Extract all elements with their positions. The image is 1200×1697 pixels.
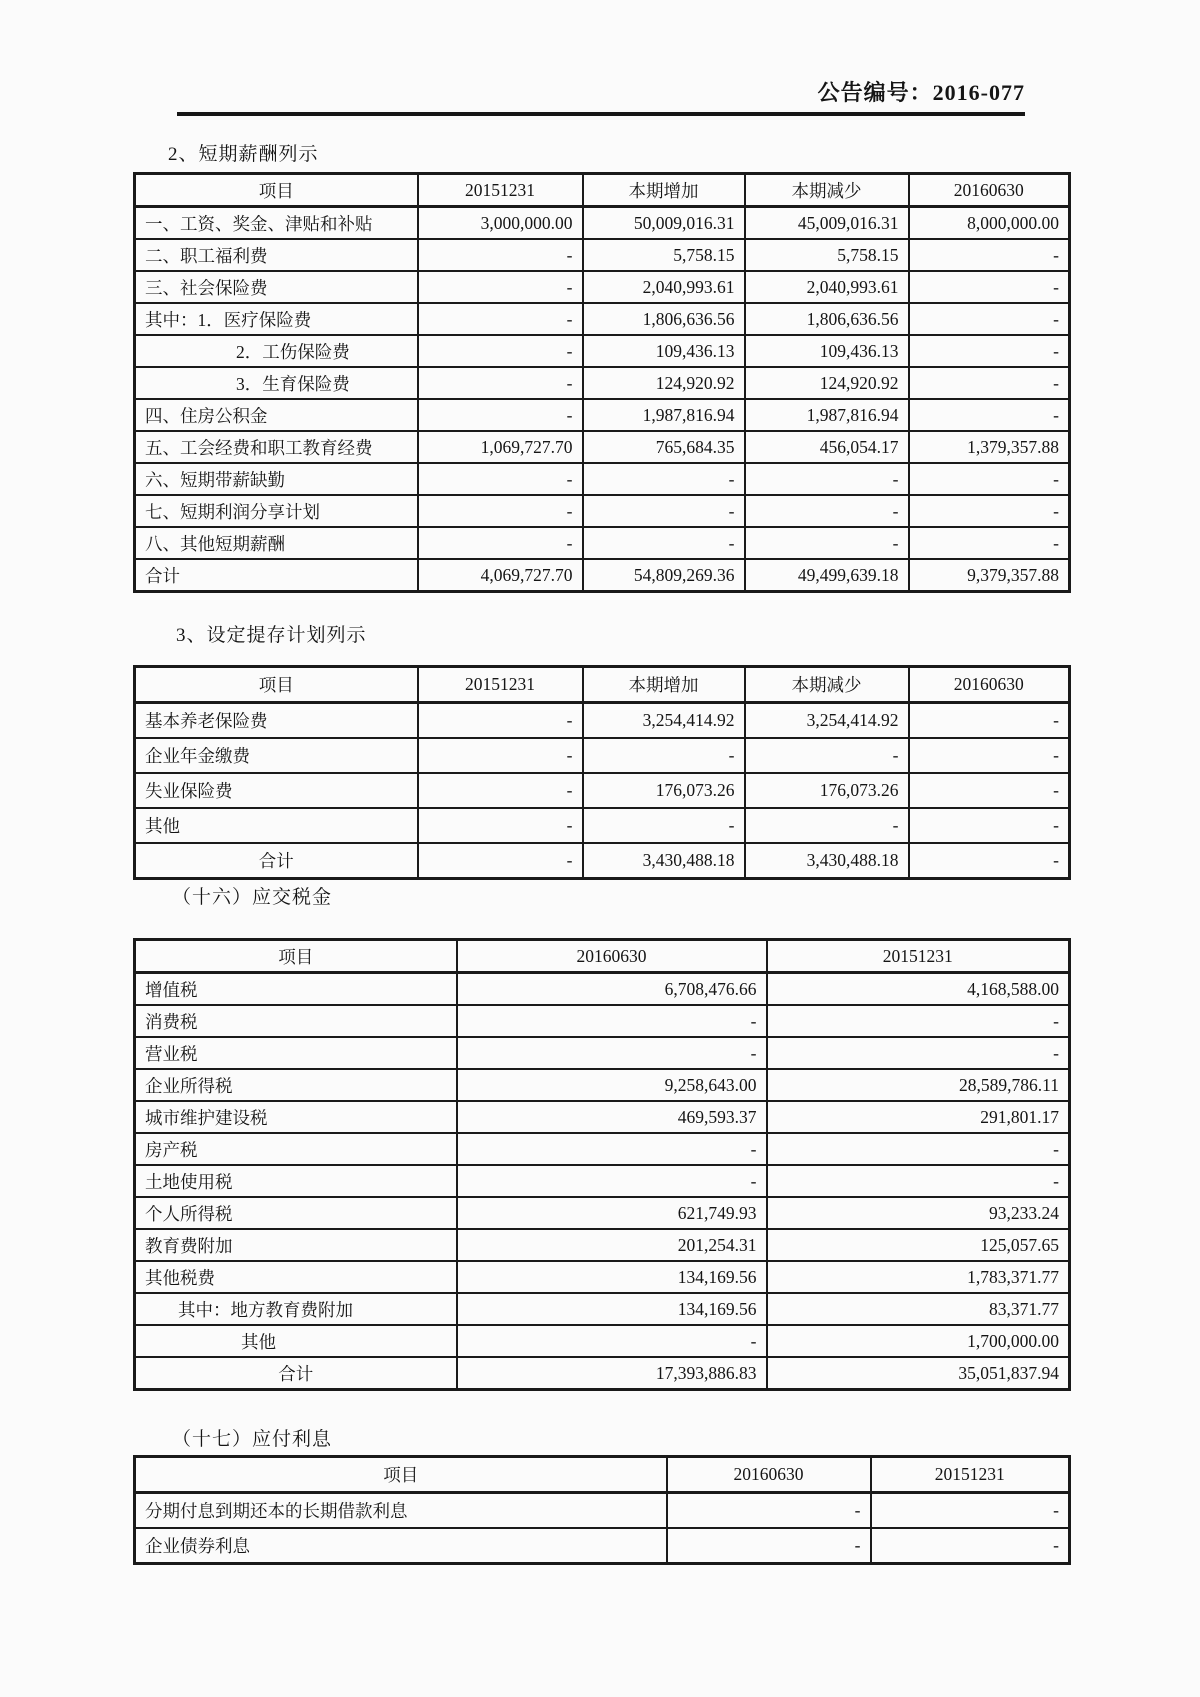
table-row (135, 431, 1070, 463)
table-row (135, 463, 1070, 495)
value-cell: 83,371.77 (767, 1293, 1070, 1325)
value-cell: 456,054.17 (745, 431, 909, 463)
value-cell: - (418, 808, 583, 843)
column-header: 20160630 (909, 667, 1070, 703)
table-row (135, 495, 1070, 527)
column-header: 项目 (135, 1457, 667, 1493)
row-label: 分期付息到期还本的长期借款利息 (135, 1493, 667, 1529)
value-cell: - (745, 527, 909, 559)
table-row (135, 1357, 1070, 1390)
value-cell: - (418, 367, 583, 399)
value-cell: - (418, 463, 583, 495)
value-cell: - (909, 527, 1070, 559)
value-cell: 176,073.26 (583, 773, 745, 808)
value-cell: - (745, 495, 909, 527)
value-cell: - (909, 239, 1070, 271)
value-cell: 35,051,837.94 (767, 1357, 1070, 1390)
table-row (135, 973, 1070, 1006)
value-cell: 17,393,886.83 (457, 1357, 767, 1390)
value-cell: 3,430,488.18 (583, 843, 745, 879)
section-title-taxes-payable: （十六）应交税金 (172, 887, 333, 908)
value-cell: 2,040,993.61 (583, 271, 745, 303)
value-cell: 124,920.92 (583, 367, 745, 399)
row-label: 增值税 (135, 973, 457, 1006)
table-row (135, 1165, 1070, 1197)
table-row (135, 1197, 1070, 1229)
row-label: 其他 (135, 808, 418, 843)
value-cell: 1,987,816.94 (745, 399, 909, 431)
row-label: 个人所得税 (135, 1197, 457, 1229)
value-cell: - (457, 1325, 767, 1357)
row-label: 房产税 (135, 1133, 457, 1165)
value-cell: 125,057.65 (767, 1229, 1070, 1261)
table-row (135, 1133, 1070, 1165)
value-cell: - (457, 1005, 767, 1037)
section-title-defined-contribution: 3、设定提存计划列示 (176, 625, 367, 646)
value-cell: - (667, 1528, 871, 1564)
header-row (135, 940, 1070, 973)
column-header: 20160630 (909, 174, 1070, 207)
table-row (135, 1293, 1070, 1325)
row-label: 其中：1．医疗保险费 (135, 303, 418, 335)
row-label: 3．生育保险费 (135, 367, 418, 399)
value-cell: - (745, 738, 909, 773)
table-row (135, 335, 1070, 367)
value-cell: 109,436.13 (745, 335, 909, 367)
value-cell: - (667, 1493, 871, 1529)
value-cell: 3,254,414.92 (583, 703, 745, 739)
value-cell: - (909, 738, 1070, 773)
value-cell: - (457, 1165, 767, 1197)
value-cell: - (909, 808, 1070, 843)
table-row (135, 1005, 1070, 1037)
table-row (135, 1528, 1070, 1564)
table-row (135, 367, 1070, 399)
value-cell: - (583, 738, 745, 773)
value-cell: 291,801.17 (767, 1101, 1070, 1133)
row-label: 三、社会保险费 (135, 271, 418, 303)
value-cell: - (583, 527, 745, 559)
row-label: 合计 (135, 559, 418, 592)
value-cell: - (418, 271, 583, 303)
value-cell: - (871, 1493, 1070, 1529)
table-row (135, 1261, 1070, 1293)
value-cell: - (909, 703, 1070, 739)
table-row (135, 1229, 1070, 1261)
row-label: 企业所得税 (135, 1069, 457, 1101)
value-cell: - (745, 463, 909, 495)
row-label: 合计 (135, 843, 418, 879)
row-label: 企业年金缴费 (135, 738, 418, 773)
value-cell: - (418, 773, 583, 808)
column-header: 项目 (135, 667, 418, 703)
value-cell: - (418, 239, 583, 271)
value-cell: 469,593.37 (457, 1101, 767, 1133)
value-cell: - (418, 527, 583, 559)
table-row (135, 843, 1070, 879)
column-header: 本期增加 (583, 174, 745, 207)
table-row (135, 239, 1070, 271)
table-row (135, 1069, 1070, 1101)
value-cell: 1,700,000.00 (767, 1325, 1070, 1357)
value-cell: - (418, 738, 583, 773)
value-cell: 8,000,000.00 (909, 207, 1070, 240)
value-cell: 109,436.13 (583, 335, 745, 367)
value-cell: - (909, 271, 1070, 303)
value-cell: - (909, 463, 1070, 495)
value-cell: 2,040,993.61 (745, 271, 909, 303)
value-cell: 5,758.15 (583, 239, 745, 271)
header-row (135, 667, 1070, 703)
table-taxes-payable (133, 938, 1071, 1391)
value-cell: - (418, 335, 583, 367)
table-row (135, 559, 1070, 592)
value-cell: 5,758.15 (745, 239, 909, 271)
header-row (135, 174, 1070, 207)
value-cell: - (909, 495, 1070, 527)
value-cell: - (909, 303, 1070, 335)
value-cell: 765,684.35 (583, 431, 745, 463)
value-cell: 621,749.93 (457, 1197, 767, 1229)
value-cell: - (457, 1133, 767, 1165)
column-header: 项目 (135, 174, 418, 207)
column-header: 20151231 (871, 1457, 1070, 1493)
column-header: 20151231 (418, 667, 583, 703)
value-cell: 1,783,371.77 (767, 1261, 1070, 1293)
value-cell: 50,009,016.31 (583, 207, 745, 240)
row-label: 2．工伤保险费 (135, 335, 418, 367)
value-cell: 9,258,643.00 (457, 1069, 767, 1101)
value-cell: 124,920.92 (745, 367, 909, 399)
value-cell: - (457, 1037, 767, 1069)
row-label: 六、短期带薪缺勤 (135, 463, 418, 495)
value-cell: - (767, 1133, 1070, 1165)
table-row (135, 738, 1070, 773)
value-cell: 45,009,016.31 (745, 207, 909, 240)
row-label: 其他税费 (135, 1261, 457, 1293)
row-label: 企业债券利息 (135, 1528, 667, 1564)
value-cell: - (767, 1165, 1070, 1197)
value-cell: 4,168,588.00 (767, 973, 1070, 1006)
header-row (135, 1457, 1070, 1493)
value-cell: - (909, 367, 1070, 399)
value-cell: 93,233.24 (767, 1197, 1070, 1229)
doc-number: 公告编号：2016-077 (817, 80, 1025, 105)
table-defined-contribution (133, 665, 1071, 880)
value-cell: 176,073.26 (745, 773, 909, 808)
row-label: 失业保险费 (135, 773, 418, 808)
column-header: 本期减少 (745, 667, 909, 703)
value-cell: - (583, 463, 745, 495)
table-row (135, 527, 1070, 559)
table-row (135, 303, 1070, 335)
column-header: 本期减少 (745, 174, 909, 207)
table-row (135, 808, 1070, 843)
value-cell: 6,708,476.66 (457, 973, 767, 1006)
row-label: 消费税 (135, 1005, 457, 1037)
value-cell: 4,069,727.70 (418, 559, 583, 592)
row-label: 营业税 (135, 1037, 457, 1069)
value-cell: 1,069,727.70 (418, 431, 583, 463)
value-cell: - (767, 1005, 1070, 1037)
row-label: 其中：地方教育费附加 (135, 1293, 457, 1325)
value-cell: 134,169.56 (457, 1261, 767, 1293)
column-header: 20160630 (457, 940, 767, 973)
value-cell: 54,809,269.36 (583, 559, 745, 592)
table-row (135, 773, 1070, 808)
value-cell: - (745, 808, 909, 843)
column-header: 20160630 (667, 1457, 871, 1493)
value-cell: 1,806,636.56 (583, 303, 745, 335)
table-row (135, 399, 1070, 431)
value-cell: - (871, 1528, 1070, 1564)
table-short-term-compensation (133, 172, 1071, 593)
row-label: 二、职工福利费 (135, 239, 418, 271)
value-cell: - (418, 303, 583, 335)
section-title-interest-payable: （十七）应付利息 (172, 1429, 333, 1450)
row-label: 基本养老保险费 (135, 703, 418, 739)
value-cell: 1,379,357.88 (909, 431, 1070, 463)
value-cell: - (909, 335, 1070, 367)
row-label: 合计 (135, 1357, 457, 1390)
value-cell: - (418, 495, 583, 527)
value-cell: 3,000,000.00 (418, 207, 583, 240)
value-cell: 9,379,357.88 (909, 559, 1070, 592)
value-cell: 3,430,488.18 (745, 843, 909, 879)
row-label: 四、住房公积金 (135, 399, 418, 431)
table-row (135, 271, 1070, 303)
value-cell: - (909, 773, 1070, 808)
row-label: 土地使用税 (135, 1165, 457, 1197)
value-cell: - (909, 843, 1070, 879)
value-cell: 134,169.56 (457, 1293, 767, 1325)
value-cell: 49,499,639.18 (745, 559, 909, 592)
section-title-short-term-compensation: 2、短期薪酬列示 (168, 144, 319, 165)
column-header: 项目 (135, 940, 457, 973)
value-cell: - (418, 843, 583, 879)
value-cell: - (583, 495, 745, 527)
table-row (135, 703, 1070, 739)
value-cell: 1,987,816.94 (583, 399, 745, 431)
value-cell: - (909, 399, 1070, 431)
table-interest-payable (133, 1455, 1071, 1565)
table-row (135, 207, 1070, 240)
value-cell: - (418, 703, 583, 739)
table-row (135, 1037, 1070, 1069)
row-label: 八、其他短期薪酬 (135, 527, 418, 559)
value-cell: 3,254,414.92 (745, 703, 909, 739)
value-cell: - (767, 1037, 1070, 1069)
value-cell: 1,806,636.56 (745, 303, 909, 335)
column-header: 20151231 (418, 174, 583, 207)
value-cell: - (583, 808, 745, 843)
row-label: 一、工资、奖金、津贴和补贴 (135, 207, 418, 240)
column-header: 本期增加 (583, 667, 745, 703)
table-row (135, 1493, 1070, 1529)
row-label: 七、短期利润分享计划 (135, 495, 418, 527)
row-label: 城市维护建设税 (135, 1101, 457, 1133)
row-label: 其他 (135, 1325, 457, 1357)
header-rule (177, 112, 1025, 116)
table-row (135, 1101, 1070, 1133)
value-cell: 201,254.31 (457, 1229, 767, 1261)
row-label: 五、工会经费和职工教育经费 (135, 431, 418, 463)
value-cell: - (418, 399, 583, 431)
value-cell: 28,589,786.11 (767, 1069, 1070, 1101)
row-label: 教育费附加 (135, 1229, 457, 1261)
table-row (135, 1325, 1070, 1357)
column-header: 20151231 (767, 940, 1070, 973)
